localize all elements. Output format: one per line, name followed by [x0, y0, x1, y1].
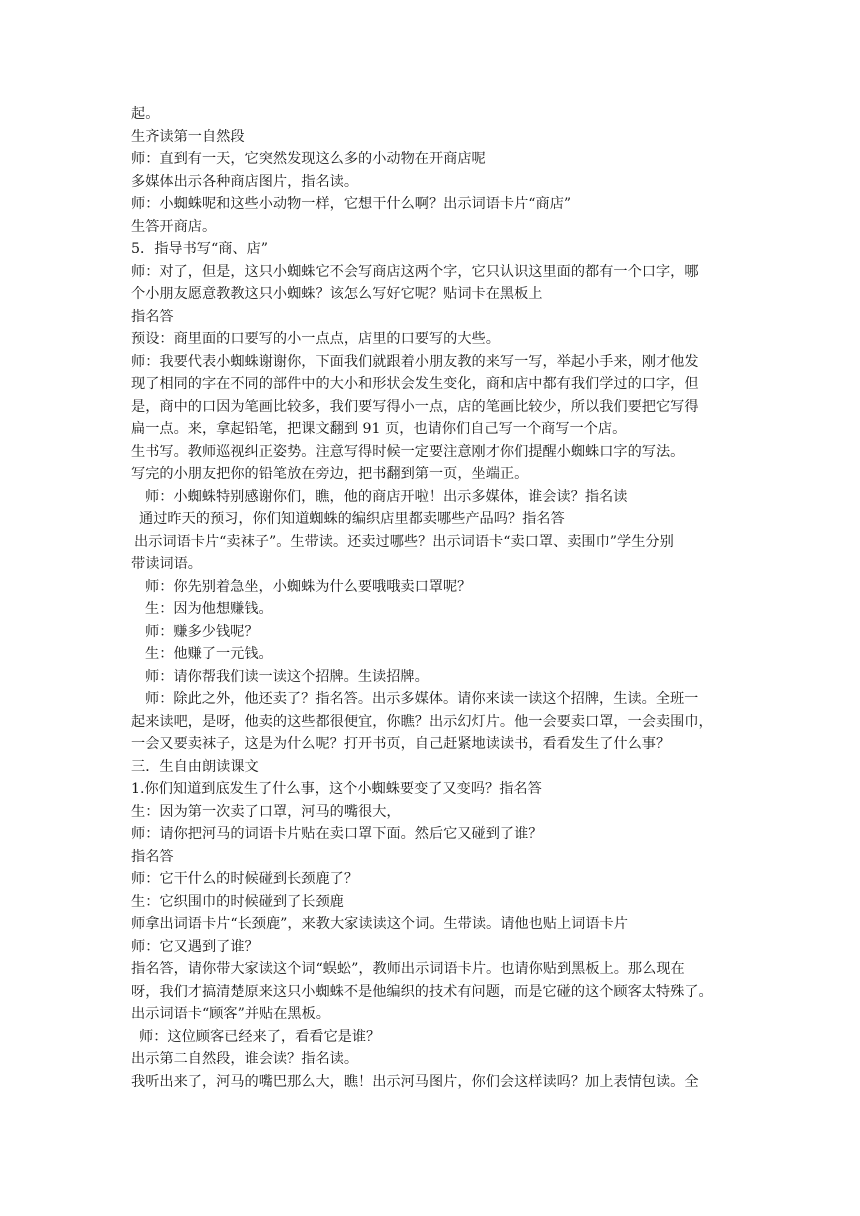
- text-line: 指名答，请你带大家读这个词“蜈蚣”，教师出示词语卡片。也请你贴到黑板上。那么现在: [131, 961, 685, 977]
- text-line: 个小朋友愿意教教这只小蜘蛛？该怎么写好它呢？贴词卡在黑板上: [131, 286, 543, 302]
- text-line: 是，商中的口因为笔画比较多，我们要写得小一点，店的笔画比较少，所以我们要把它写得: [131, 398, 699, 415]
- text-line: 生答开商店。: [131, 218, 217, 235]
- text-line: 师：除此之外，他还卖了？指名答。出示多媒体。请你来读一读这个招牌，生读。全班一: [145, 691, 699, 707]
- text-line: 出示词语卡“顾客”并贴在黑板。: [131, 1006, 330, 1022]
- text-line: 现了相同的字在不同的部件中的大小和形状会发生变化，商和店中都有我们学过的口字，但: [131, 376, 699, 392]
- text-line: 生：它织围巾的时候碰到了长颈鹿: [131, 893, 344, 910]
- text-line: 师：你先别着急坐，小蜘蛛为什么要哦哦卖口罩呢？: [145, 578, 472, 595]
- text-line: 师：请你把河马的词语卡片贴在卖口罩下面。然后它又碰到了谁？: [131, 826, 543, 842]
- text-line: 生齐读第一自然段: [131, 128, 245, 145]
- text-line: 预设：商里面的口要写的小一点点，店里的口要写的大些。: [131, 331, 500, 347]
- text-line: 师：小蜘蛛呢和这些小动物一样，它想干什么啊？出示词语卡片“商店”: [131, 196, 572, 212]
- text-line: 生：他赚了一元钱。: [145, 646, 273, 662]
- text-line: 师：这位顾客已经来了，看看它是谁？: [139, 1028, 381, 1045]
- text-line: 师：对了，但是，这只小蜘蛛它不会写商店这两个字，它只认识这里面的都有一个口字，哪: [131, 263, 699, 280]
- text-line: 三．生自由朗读课文: [131, 758, 259, 775]
- text-line: 通过昨天的预习，你们知道蜘蛛的编织店里都卖哪些产品吗？指名答: [139, 511, 565, 527]
- text-line: 出示第二自然段，谁会读？指名读。: [131, 1051, 359, 1067]
- text-line: 1.你们知道到底发生了什么事，这个小蜘蛛要变了又变吗？指名答: [131, 781, 542, 797]
- text-line: 起。: [131, 106, 160, 122]
- text-line: 师：小蜘蛛特别感谢你们，瞧，他的商店开啦！出示多媒体，谁会读？指名读: [145, 488, 628, 505]
- text-line: 扁一点。来，拿起铅笔，把课文翻到 91 页，也请你们自己写一个商写一个店。: [131, 421, 627, 437]
- text-line: 师：请你帮我们读一读这个招牌。生读招牌。: [145, 668, 429, 685]
- text-line: 师拿出词语卡片“长颈鹿”，来教大家读读这个词。生带读。请他也贴上词语卡片: [131, 916, 628, 932]
- text-line: 生：因为他想赚钱。: [145, 601, 273, 617]
- text-line: 师：赚多少钱呢？: [145, 623, 259, 640]
- text-line: 带读词语。: [131, 556, 202, 572]
- text-line: 写完的小朋友把你的铅笔放在旁边，把书翻到第一页，坐端正。: [131, 466, 529, 482]
- text-line: 师：我要代表小蜘蛛谢谢你，下面我们就跟着小朋友教的来写一写，举起小手来，刚才他发: [131, 353, 699, 370]
- document-body: [131, 103, 731, 1093]
- text-line: 师：直到有一天，它突然发现这么多的小动物在开商店呢: [131, 151, 486, 167]
- text-line: 我听出来了，河马的嘴巴那么大，瞧！出示河马图片，你们会这样读吗？加上表情包读。全: [131, 1073, 699, 1090]
- text-line: 生：因为第一次卖了口罩，河马的嘴很大，: [131, 803, 401, 820]
- text-line: 一会又要卖袜子，这是为什么呢？打开书页，自己赶紧地读读书，看看发生了什么事？: [131, 736, 671, 752]
- text-line: 师：它干什么的时候碰到长颈鹿了？: [131, 871, 359, 887]
- text-line: 出示词语卡片“卖袜子”。生带读。还卖过哪些？出示词语卡“卖口罩、卖围巾”学生分别: [134, 533, 674, 550]
- text-line: 起来读吧，是呀，他卖的这些都很便宜，你瞧？出示幻灯片。他一会要卖口罩，一会卖围巾，: [131, 713, 713, 730]
- text-line: 呀，我们才搞清楚原来这只小蜘蛛不是他编织的技术有问题，而是它碰的这个顾客太特殊了。: [131, 983, 713, 1000]
- text-line: 师：它又遇到了谁？: [131, 938, 259, 955]
- text-line: 5．指导书写“商、店”: [131, 241, 269, 257]
- text-line: 生书写。教师巡视纠正姿势。注意写得时候一定要注意刚才你们提醒小蜘蛛口字的写法。: [131, 443, 685, 460]
- text-line: 指名答: [131, 848, 174, 865]
- text-line: 多媒体出示各种商店图片，指名读。: [131, 173, 359, 190]
- text-line: 指名答: [131, 308, 174, 325]
